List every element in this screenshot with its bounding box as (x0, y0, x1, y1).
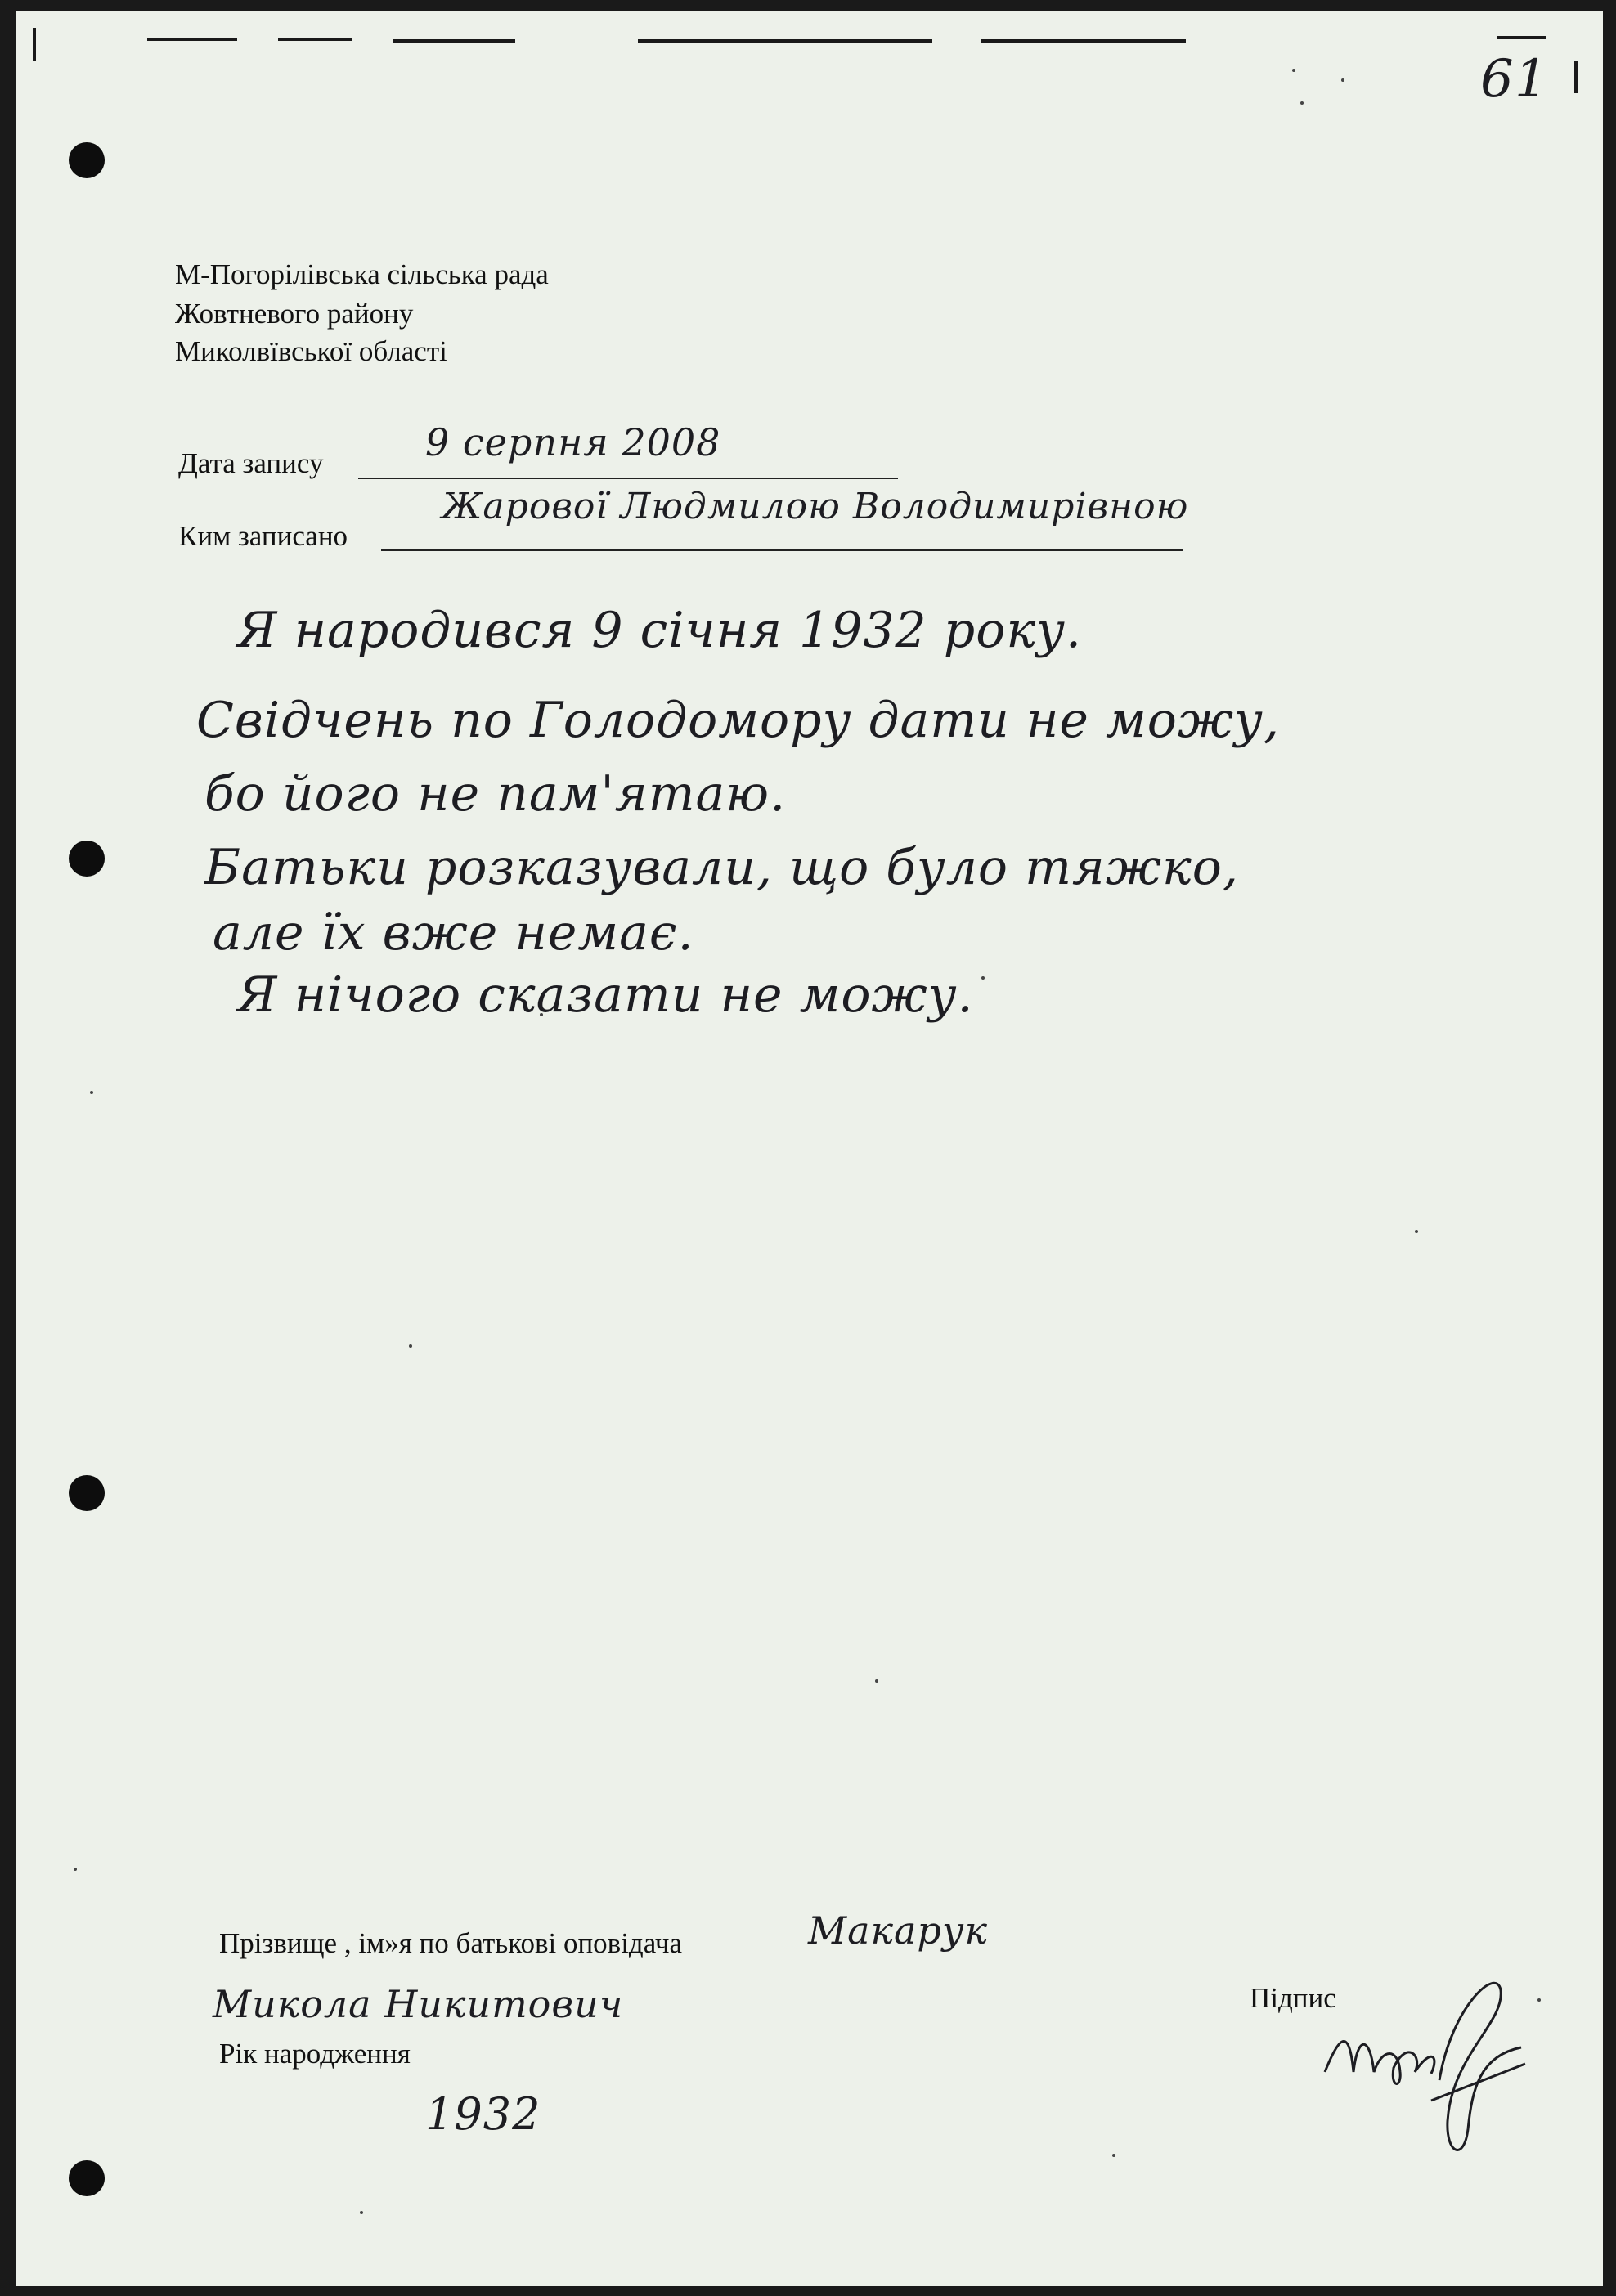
scan-speck (1300, 101, 1304, 105)
testimony-line: Свідчень по Голодомору дати не можу, (196, 692, 1280, 749)
scan-speck (981, 976, 985, 980)
testimony-line: але їх вже немає. (213, 904, 694, 962)
scan-speck (875, 1679, 878, 1683)
punch-hole (69, 142, 105, 178)
scan-edge-mark (393, 39, 515, 43)
scan-speck (360, 2211, 363, 2214)
scan-edge-mark (1497, 36, 1546, 39)
region-name: Миколвївської області (175, 335, 447, 367)
scan-speck (1292, 69, 1295, 72)
birth-year-label: Рік народження (219, 2038, 411, 2070)
scan-edge-mark (147, 38, 237, 41)
punch-hole (69, 1475, 105, 1511)
scan-speck (1341, 78, 1344, 82)
scan-speck (90, 1091, 93, 1094)
scan-edge-mark (981, 39, 1186, 43)
district-name: Жовтневого району (175, 298, 414, 330)
recorder-label: Ким записано (178, 520, 348, 552)
date-label: Дата запису (178, 447, 324, 479)
narrator-surname: Макарук (808, 1908, 989, 1953)
testimony-line: Я нічого сказати не можу. (237, 966, 974, 1024)
narrator-name-label: Прізвище , ім»я по батькові оповідача (219, 1927, 682, 1959)
testimony-line: бо його не пам'ятаю. (204, 765, 787, 823)
council-name: М-Погорілівська сільська рада (175, 258, 549, 290)
punch-hole (69, 841, 105, 877)
scan-speck (1415, 1230, 1418, 1233)
scan-speck (409, 1344, 412, 1348)
testimony-line: Батьки розказували, що було тяжко, (204, 839, 1239, 896)
signature-label: Підпис (1250, 1982, 1336, 2014)
scan-edge-mark (638, 39, 932, 43)
testimony-line: Я народився 9 січня 1932 року. (237, 602, 1083, 659)
scan-edge-mark (33, 28, 36, 61)
narrator-given-names: Микола Никитович (213, 1982, 624, 2026)
page-number: 61 (1480, 49, 1549, 110)
recorder-underline (381, 549, 1183, 551)
recorder-value: Жарової Людмилою Володимирівною (442, 486, 1189, 527)
date-value: 9 серпня 2008 (425, 420, 721, 464)
scan-edge-mark (278, 38, 352, 41)
scan-speck (1112, 2154, 1115, 2157)
scan-edge-mark (1574, 61, 1578, 93)
scan-speck (74, 1868, 77, 1871)
narrator-signature (1309, 1957, 1554, 2170)
document-page (16, 11, 1603, 2286)
birth-year-value: 1932 (425, 2088, 541, 2140)
date-underline (358, 478, 898, 479)
punch-hole (69, 2160, 105, 2196)
